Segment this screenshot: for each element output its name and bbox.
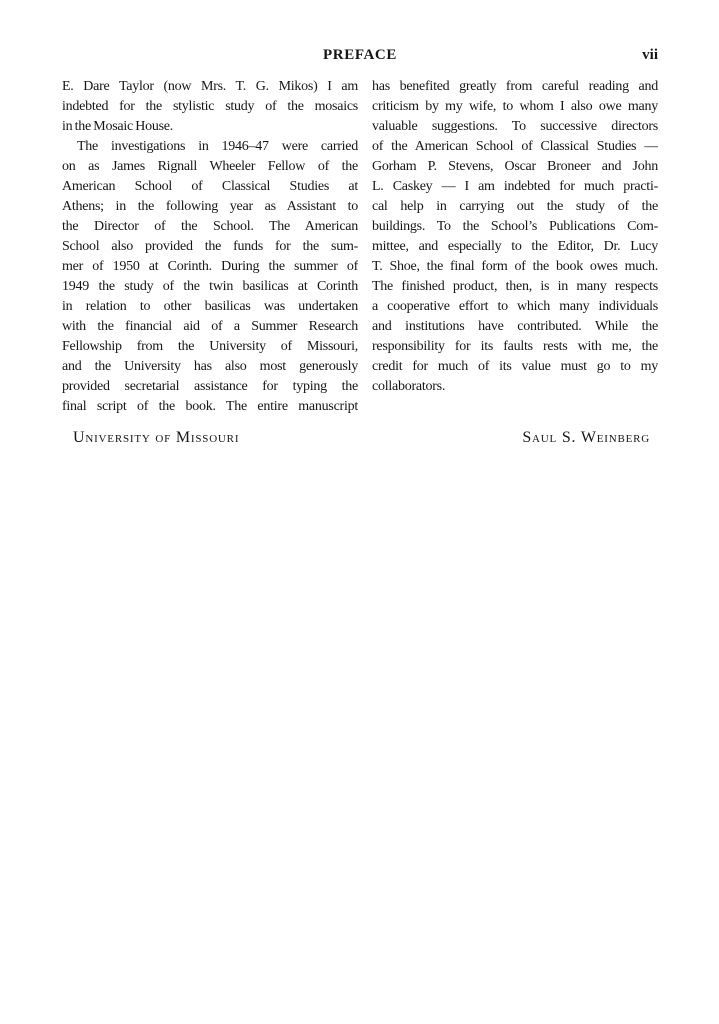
text-line: Fellowship from the University of Missouri, <box>62 339 358 354</box>
text-line: The finished product, then, is in many respects <box>372 279 658 294</box>
text-line: the Director of the School. The American <box>62 219 358 234</box>
text-line: and institutions have contributed. While the <box>372 319 658 334</box>
text-line: The investigations in 1946–47 were carried <box>77 139 358 154</box>
text-line: in the Mosaic House. <box>62 119 173 134</box>
text-line: cal help in carrying out the study of the <box>372 199 658 214</box>
text-line: with the financial aid of a Summer Research <box>62 319 358 334</box>
author-signature: Saul S. Weinberg <box>522 429 650 446</box>
text-line: and the University has also most generously <box>62 359 358 374</box>
text-line: 1949 the study of the twin basilicas at Corinth <box>62 279 358 294</box>
signature-line <box>62 429 658 447</box>
text-line: mer of 1950 at Corinth. During the summer of <box>62 259 358 274</box>
text-line: of the American School of Classical Studies — <box>372 139 658 154</box>
text-line: criticism by my wife, to whom I also owe many <box>372 99 658 114</box>
text-line: E. Dare Taylor (now Mrs. T. G. Mikos) I am <box>62 79 358 94</box>
text-line: School also provided the funds for the sum- <box>62 239 358 254</box>
text-line: a cooperative effort to which many individuals <box>372 299 658 314</box>
institution: University of Missouri <box>73 429 240 446</box>
text-line: on as James Rignall Wheeler Fellow of the <box>62 159 358 174</box>
text-line: collaborators. <box>372 379 446 394</box>
right-column <box>372 77 658 417</box>
text-line: credit for much of its value must go to my <box>372 359 658 374</box>
text-line: responsibility for its faults rests with me, the <box>372 339 658 354</box>
text-line: provided secretarial assistance for typing the <box>62 379 358 394</box>
text-line: American School of Classical Studies at <box>62 179 358 194</box>
text-line: Athens; in the following year as Assistant to <box>62 199 358 214</box>
text-line: L. Caskey — I am indebted for much practi- <box>372 179 658 194</box>
text-line: buildings. To the School’s Publications Com- <box>372 219 658 234</box>
text-line: valuable suggestions. To successive directors <box>372 119 658 134</box>
page-header <box>62 47 658 65</box>
text-line: T. Shoe, the final form of the book owes much. <box>372 259 658 274</box>
running-title: PREFACE <box>323 47 397 63</box>
text-line: has benefited greatly from careful reading and <box>372 79 658 94</box>
left-column <box>62 77 358 417</box>
text-line: final script of the book. The entire manuscript <box>62 399 358 414</box>
page-number: vii <box>642 47 658 63</box>
text-line: indebted for the stylistic study of the mosaics <box>62 99 358 114</box>
text-line: mittee, and especially to the Editor, Dr. Lucy <box>372 239 658 254</box>
text-columns <box>62 77 658 417</box>
text-line: in relation to other basilicas was undertaken <box>62 299 358 314</box>
text-line: Gorham P. Stevens, Oscar Broneer and John <box>372 159 658 174</box>
